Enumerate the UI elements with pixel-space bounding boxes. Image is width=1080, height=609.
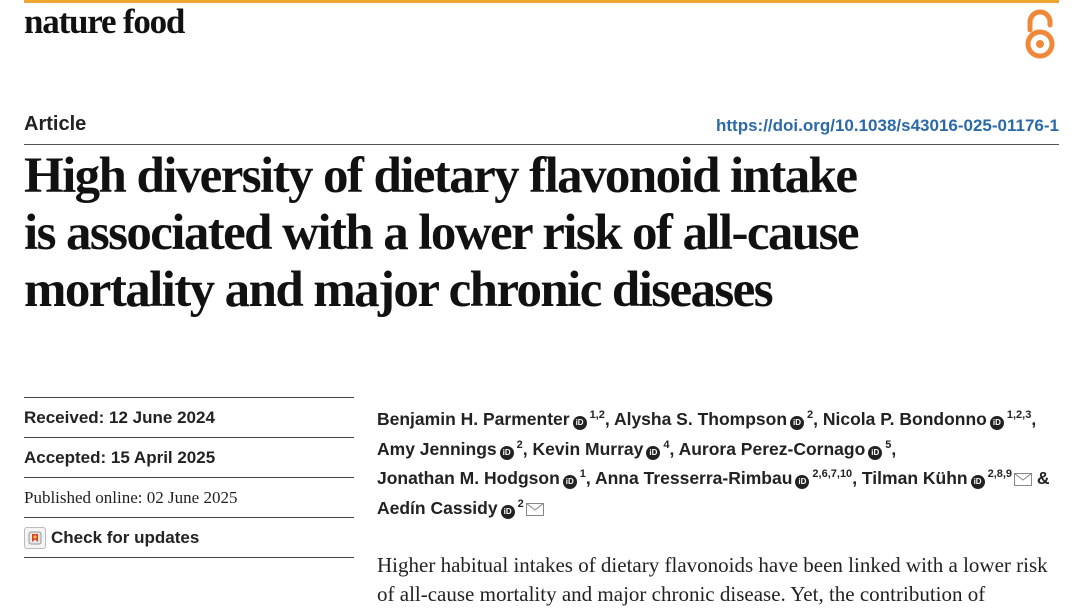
title-line: mortality and major chronic diseases: [24, 262, 772, 318]
orcid-icon[interactable]: iD: [646, 446, 660, 460]
title-line: High diversity of dietary flavonoid intake: [24, 148, 857, 204]
author-affiliation: 5: [885, 438, 892, 451]
check-for-updates-button[interactable]: [24, 517, 354, 558]
published-date: Published online: 02 June 2025: [24, 477, 354, 517]
author-name[interactable]: Tilman Kühn: [861, 468, 968, 488]
orcid-icon[interactable]: iD: [501, 505, 515, 519]
orcid-icon[interactable]: iD: [500, 446, 514, 460]
author-name[interactable]: Nicola P. Bondonno: [822, 409, 987, 429]
author-name[interactable]: Anna Tresserra-Rimbau: [594, 468, 793, 488]
author-affiliation: 2: [807, 409, 814, 421]
author-affiliation: 1: [579, 468, 586, 480]
open-access-icon: [1021, 8, 1059, 60]
author-affiliation: 2,8,9: [987, 468, 1013, 480]
author-name[interactable]: Alysha S. Thompson: [613, 409, 788, 429]
journal-logo[interactable]: nature food: [24, 2, 185, 41]
abstract-text: Higher habitual intakes of dietary flavonoids have been linked with a lower risk of all-cause mortality and major chronic disease. Yet, the contribution of: [377, 553, 1048, 606]
author-name[interactable]: Benjamin H. Parmenter: [377, 409, 570, 429]
author-name[interactable]: Amy Jennings: [377, 438, 497, 459]
author-name[interactable]: Kevin Murray: [532, 438, 644, 459]
orcid-icon[interactable]: iD: [990, 416, 1004, 430]
article-history: [24, 397, 354, 558]
author-affiliation: 1,2,3: [1006, 409, 1032, 421]
author-affiliation: 2: [516, 438, 523, 451]
article-title: [24, 148, 1064, 319]
author-name[interactable]: Jonathan M. Hodgson: [377, 468, 560, 488]
author-affiliation: 2: [517, 497, 524, 510]
author-affiliation: 4: [663, 438, 670, 451]
author-list: Benjamin H. Parmenter iD$^{1,2}$, Alysha S. Thompson iD$^2$, Nicola P. Bondonno iD$^{1,2,3}$, Amy Jennings iD$^2$, Kevin Murray iD$^4$, Aurora Perez-Cornago iD$^5$, Jonathan M. Hodgson iD$^1$, Anna Tresserra-Rimbau iD$^{2,6,7,10}$, Tilman Kühn iD$^{2,8,9}$ & Aedín Cassidy iD$^2$: [377, 409, 1050, 518]
author-affiliation: 2,6,7,10: [812, 468, 853, 480]
envelope-icon[interactable]: [526, 503, 544, 516]
author-affiliation: 1,2: [589, 409, 605, 421]
orcid-icon[interactable]: iD: [971, 475, 985, 489]
check-updates-icon: [24, 527, 46, 549]
article-type-label: Article: [24, 113, 87, 135]
title-line: is associated with a lower risk of all-cause: [24, 205, 858, 261]
orcid-icon[interactable]: iD: [795, 475, 809, 489]
received-date: Received: 12 June 2024: [24, 397, 354, 437]
accepted-date: Accepted: 15 April 2025: [24, 437, 354, 477]
envelope-icon[interactable]: [1014, 473, 1032, 486]
orcid-icon[interactable]: iD: [868, 446, 882, 460]
orcid-icon[interactable]: iD: [563, 475, 577, 489]
orcid-icon[interactable]: iD: [790, 416, 804, 430]
doi-link[interactable]: https://doi.org/10.1038/s43016-025-01176-1: [715, 116, 1059, 135]
orcid-icon[interactable]: iD: [573, 416, 587, 430]
header-divider: [24, 144, 1059, 145]
author-name[interactable]: Aedín Cassidy: [377, 497, 498, 518]
check-updates-label: Check for updates: [51, 527, 200, 547]
author-name[interactable]: Aurora Perez-Cornago: [678, 438, 866, 459]
